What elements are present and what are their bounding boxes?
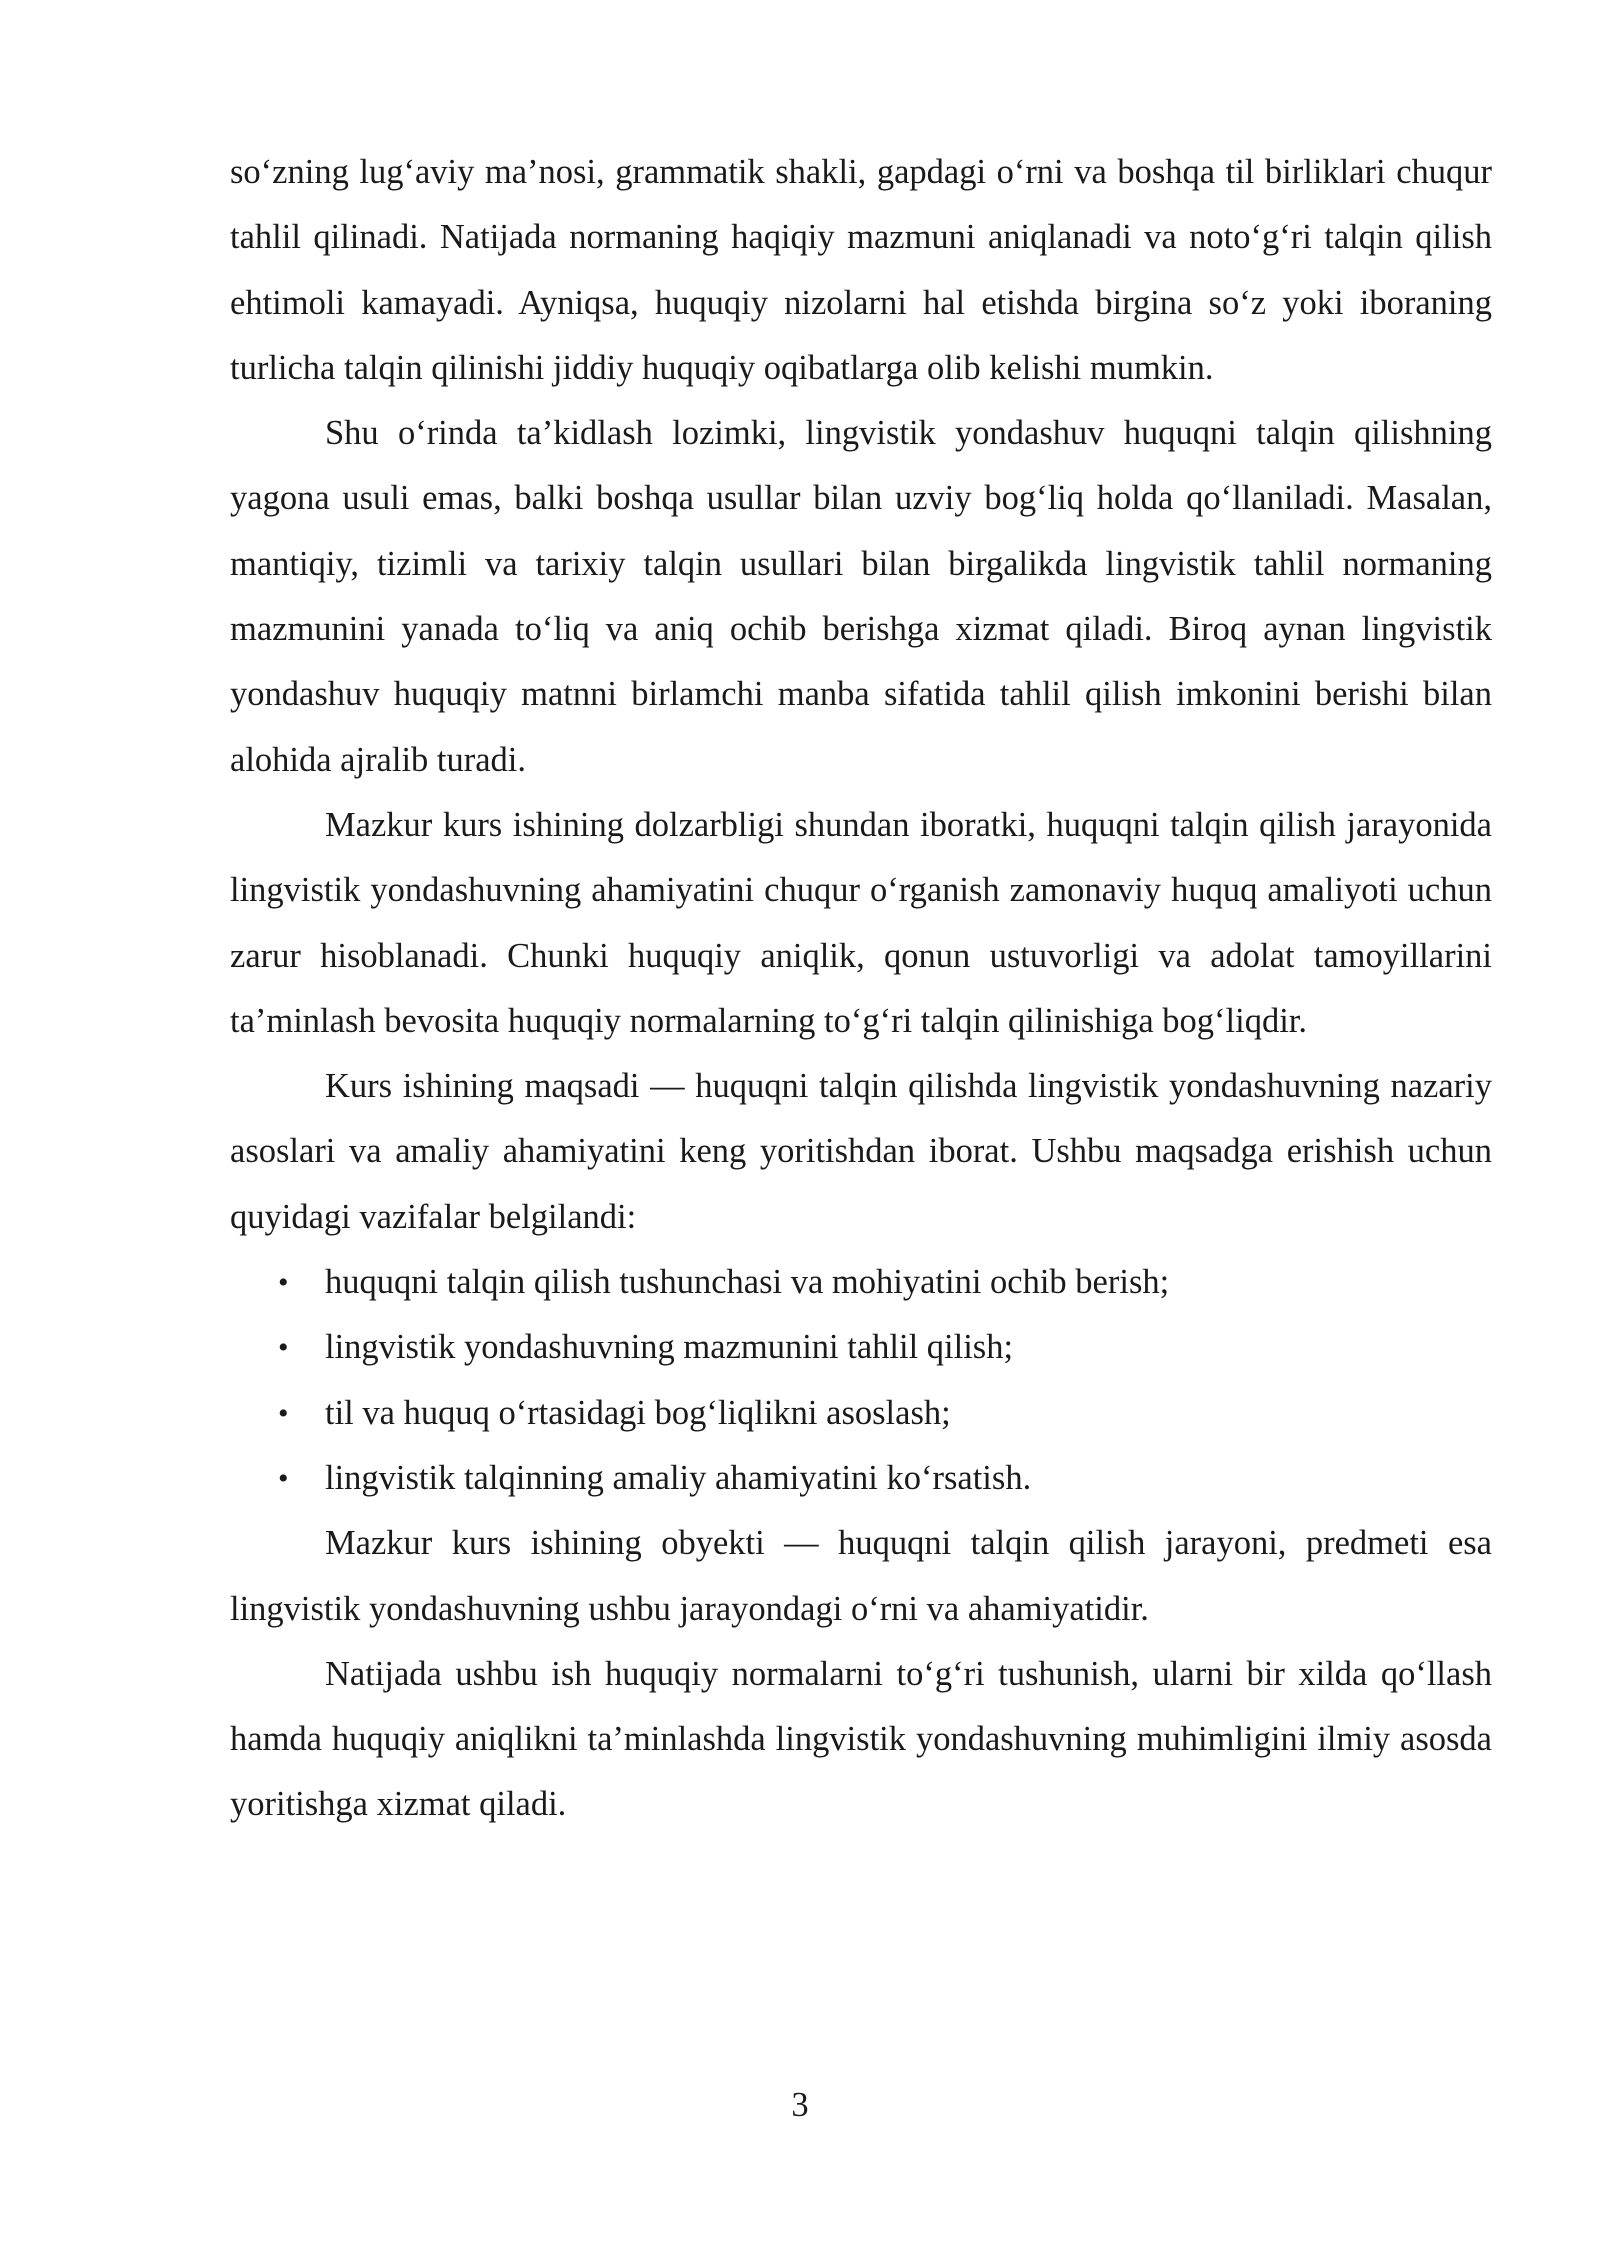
list-item [230,1381,1492,1446]
bullet-icon: • [278,1396,289,1430]
list-item-text: huquqni talqin qilish tushunchasi va mohiyatini ochib berish; [325,1263,1170,1302]
list-item [230,1250,1492,1315]
paragraph-object-subject: Mazkur kurs ishining obyekti — huquqni talqin qilish jarayoni, predmeti esa lingvistik yondashuvning ushbu jarayondagi o‘rni va ahamiyatidir. [230,1524,1492,1628]
list-item-text: til va huquq o‘rtasidagi bog‘liqlikni asoslash; [325,1393,951,1432]
tasks-list [230,1250,1492,1511]
paragraph-conclusion: Natijada ushbu ish huquqiy normalarni to‘g‘ri tushunish, ularni bir xilda qo‘llash hamda huquqiy aniqlikni ta’minlashda lingvistik yondashuvning muhimligini ilmiy asosda yoritishga xizmat qiladi. [230,1654,1492,1824]
page-number: 3 [791,2086,809,2124]
paragraph-linguistic-approach: Shu o‘rinda ta’kidlash lozimki, lingvistik yondashuv huquqni talqin qilishning yagona usuli emas, balki boshqa usullar bilan uzviy bog‘liq holda qo‘llaniladi. Masalan, mantiqiy, tizimli va tarixiy talqin usullari bilan birgalikda lingvistik tahlil normaning mazmunini yanada to‘liq va aniq ochib berishga xizmat qiladi. Biroq aynan lingvistik yondashuv huquqiy matnni birlamchi manba sifatida tahlil qilish imkonini berishi bilan alohida ajralib turadi. [230,414,1492,779]
paragraph-goal: Kurs ishining maqsadi — huquqni talqin qilishda lingvistik yondashuvning nazariy asoslari va amaliy ahamiyatini keng yoritishdan iborat. Ushbu maqsadga erishish uchun quyidagi vazifalar belgilandi: [230,1067,1492,1236]
list-item [230,1315,1492,1380]
bullet-icon: • [278,1331,289,1365]
paragraph-relevance: Mazkur kurs ishining dolzarbligi shundan iboratki, huquqni talqin qilish jarayonida lingvistik yondashuvning ahamiyatini chuqur o‘rganish zamonaviy huquq amaliyoti uchun zarur hisoblanadi. Chunki huquqiy aniqlik, qonun ustuvorligi va adolat tamoyillarini ta’minlash bevosita huquqiy normalarning to‘g‘ri talqin qilinishiga bog‘liqdir. [230,805,1492,1040]
list-item-text: lingvistik talqinning amaliy ahamiyatini ko‘rsatish. [325,1458,1032,1497]
document-body [230,140,1492,1838]
paragraph-lexical-analysis: so‘zning lug‘aviy ma’nosi, grammatik shakli, gapdagi o‘rni va boshqa til birliklari chuqur tahlil qilinadi. Natijada normaning haqiqiy mazmuni aniqlanadi va noto‘g‘ri talqin qilish ehtimoli kamayadi. Ayniqsa, huquqiy nizolarni hal etishda birgina so‘z yoki iboraning turlicha talqin qilinishi jiddiy huquqiy oqibatlarga olib kelishi mumkin. [230,153,1492,387]
bullet-icon: • [278,1266,289,1300]
list-item [230,1446,1492,1511]
list-item-text: lingvistik yondashuvning mazmunini tahlil qilish; [325,1328,1014,1367]
bullet-icon: • [278,1461,289,1495]
